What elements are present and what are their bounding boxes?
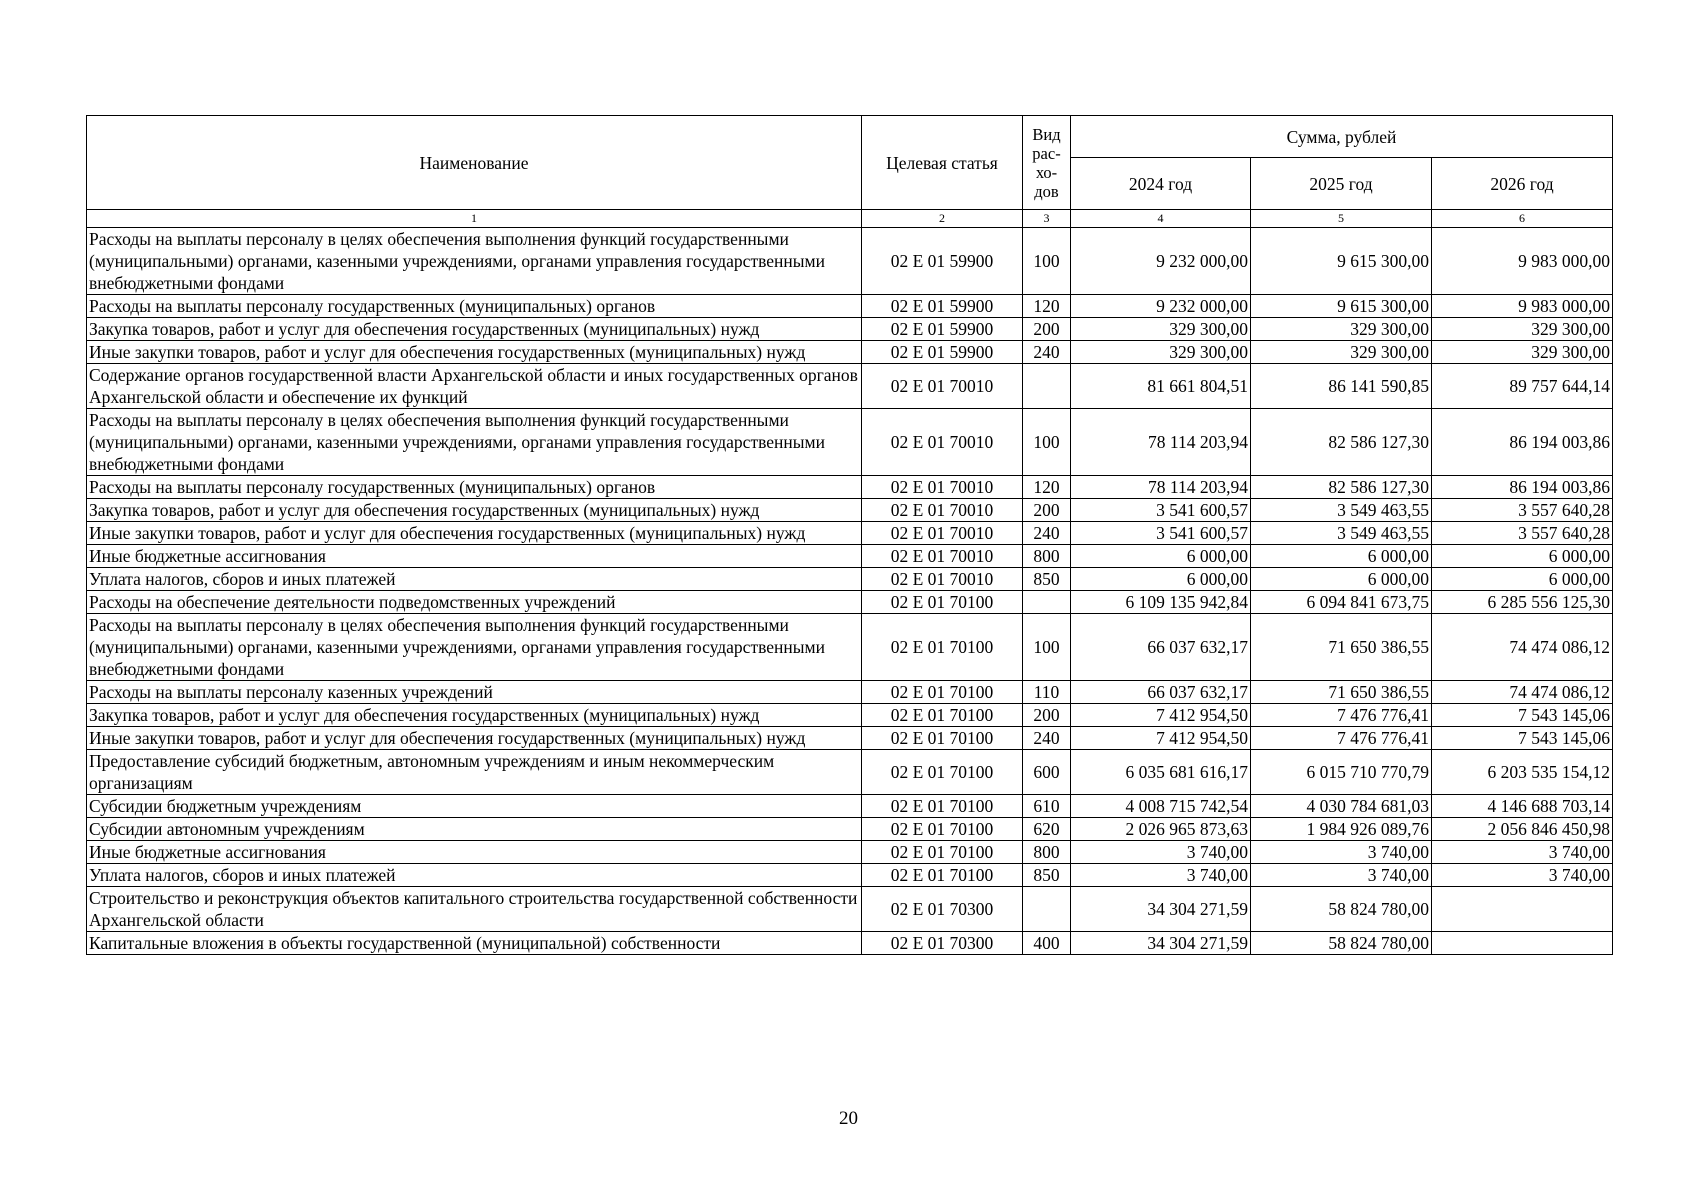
row-target-article: 02 Е 01 59900	[862, 295, 1023, 318]
row-amount-2025: 9 615 300,00	[1251, 228, 1432, 295]
row-amount-2024: 34 304 271,59	[1071, 887, 1251, 932]
row-name: Расходы на выплаты персоналу государственных (муниципальных) органов	[87, 295, 862, 318]
row-amount-2026: 74 474 086,12	[1432, 614, 1613, 681]
row-expense-type: 100	[1023, 228, 1071, 295]
row-amount-2024: 3 541 600,57	[1071, 522, 1251, 545]
header-year-2025: 2025 год	[1251, 158, 1432, 210]
row-expense-type	[1023, 591, 1071, 614]
row-amount-2026: 6 000,00	[1432, 545, 1613, 568]
row-amount-2025: 1 984 926 089,76	[1251, 818, 1432, 841]
table-row	[87, 341, 1613, 364]
row-target-article: 02 Е 01 70010	[862, 499, 1023, 522]
row-amount-2025: 3 740,00	[1251, 864, 1432, 887]
row-amount-2026	[1432, 932, 1613, 955]
budget-table	[86, 115, 1613, 955]
row-amount-2024: 6 035 681 616,17	[1071, 750, 1251, 795]
header-target-article: Целевая статья	[862, 116, 1023, 210]
table-row	[87, 795, 1613, 818]
row-target-article: 02 Е 01 70010	[862, 522, 1023, 545]
row-expense-type: 850	[1023, 568, 1071, 591]
row-name: Расходы на выплаты персоналу казенных учреждений	[87, 681, 862, 704]
table-row	[87, 887, 1613, 932]
row-amount-2025: 6 000,00	[1251, 545, 1432, 568]
table-row	[87, 750, 1613, 795]
row-amount-2024: 4 008 715 742,54	[1071, 795, 1251, 818]
row-amount-2026: 7 543 145,06	[1432, 704, 1613, 727]
row-amount-2026: 3 740,00	[1432, 864, 1613, 887]
row-amount-2026: 2 056 846 450,98	[1432, 818, 1613, 841]
column-number: 1	[87, 210, 862, 228]
row-target-article: 02 Е 01 70010	[862, 568, 1023, 591]
row-amount-2024: 6 000,00	[1071, 545, 1251, 568]
row-amount-2026: 86 194 003,86	[1432, 476, 1613, 499]
row-amount-2026: 4 146 688 703,14	[1432, 795, 1613, 818]
row-amount-2024: 2 026 965 873,63	[1071, 818, 1251, 841]
row-name: Закупка товаров, работ и услуг для обеспечения государственных (муниципальных) нужд	[87, 499, 862, 522]
row-expense-type: 240	[1023, 727, 1071, 750]
table-row	[87, 318, 1613, 341]
row-target-article: 02 Е 01 70100	[862, 614, 1023, 681]
row-name: Расходы на выплаты персоналу в целях обеспечения выполнения функций государственными (муниципальными) органами, казенными учреждениями, органами управления государственными внебюджетными фондами	[87, 228, 862, 295]
row-amount-2026: 9 983 000,00	[1432, 228, 1613, 295]
row-target-article: 02 Е 01 70100	[862, 750, 1023, 795]
row-name: Капитальные вложения в объекты государственной (муниципальной) собственности	[87, 932, 862, 955]
row-amount-2025: 82 586 127,30	[1251, 476, 1432, 499]
table-row	[87, 568, 1613, 591]
column-number: 5	[1251, 210, 1432, 228]
row-expense-type: 610	[1023, 795, 1071, 818]
row-amount-2025: 6 015 710 770,79	[1251, 750, 1432, 795]
row-amount-2025: 7 476 776,41	[1251, 704, 1432, 727]
table-row	[87, 522, 1613, 545]
row-target-article: 02 Е 01 70100	[862, 818, 1023, 841]
row-amount-2024: 3 740,00	[1071, 841, 1251, 864]
row-target-article: 02 Е 01 70010	[862, 476, 1023, 499]
row-amount-2024: 3 740,00	[1071, 864, 1251, 887]
row-amount-2025: 9 615 300,00	[1251, 295, 1432, 318]
row-target-article: 02 Е 01 70300	[862, 932, 1023, 955]
row-target-article: 02 Е 01 70010	[862, 364, 1023, 409]
row-name: Содержание органов государственной власти Архангельской области и иных государственных органов Архангельской области и обеспечение их функций	[87, 364, 862, 409]
row-expense-type: 110	[1023, 681, 1071, 704]
row-expense-type: 600	[1023, 750, 1071, 795]
row-expense-type: 200	[1023, 499, 1071, 522]
table-row	[87, 228, 1613, 295]
row-expense-type: 800	[1023, 841, 1071, 864]
row-name: Иные закупки товаров, работ и услуг для обеспечения государственных (муниципальных) нужд	[87, 522, 862, 545]
row-name: Субсидии автономным учреждениям	[87, 818, 862, 841]
row-name: Расходы на выплаты персоналу в целях обеспечения выполнения функций государственными (муниципальными) органами, казенными учреждениями, органами управления государственными внебюджетными фондами	[87, 614, 862, 681]
row-amount-2026: 89 757 644,14	[1432, 364, 1613, 409]
page-number: 20	[839, 1108, 858, 1129]
row-name: Иные бюджетные ассигнования	[87, 545, 862, 568]
row-target-article: 02 Е 01 70010	[862, 545, 1023, 568]
row-target-article: 02 Е 01 70100	[862, 864, 1023, 887]
row-expense-type	[1023, 364, 1071, 409]
row-amount-2026: 3 740,00	[1432, 841, 1613, 864]
row-amount-2026: 86 194 003,86	[1432, 409, 1613, 476]
row-amount-2024: 34 304 271,59	[1071, 932, 1251, 955]
row-amount-2024: 66 037 632,17	[1071, 681, 1251, 704]
column-number: 4	[1071, 210, 1251, 228]
row-amount-2025: 71 650 386,55	[1251, 681, 1432, 704]
row-amount-2024: 6 000,00	[1071, 568, 1251, 591]
table-row	[87, 364, 1613, 409]
table-row	[87, 499, 1613, 522]
table-row	[87, 476, 1613, 499]
table-row	[87, 545, 1613, 568]
row-name: Субсидии бюджетным учреждениям	[87, 795, 862, 818]
row-name: Предоставление субсидий бюджетным, автономным учреждениям и иным некоммерческим организациям	[87, 750, 862, 795]
row-amount-2026	[1432, 887, 1613, 932]
row-amount-2025: 86 141 590,85	[1251, 364, 1432, 409]
row-expense-type: 100	[1023, 409, 1071, 476]
row-amount-2025: 6 094 841 673,75	[1251, 591, 1432, 614]
column-number: 3	[1023, 210, 1071, 228]
row-amount-2024: 329 300,00	[1071, 341, 1251, 364]
column-number: 2	[862, 210, 1023, 228]
row-name: Закупка товаров, работ и услуг для обеспечения государственных (муниципальных) нужд	[87, 704, 862, 727]
header-year-2024: 2024 год	[1071, 158, 1251, 210]
row-name: Расходы на выплаты персоналу в целях обеспечения выполнения функций государственными (муниципальными) органами, казенными учреждениями, органами управления государственными внебюджетными фондами	[87, 409, 862, 476]
row-expense-type: 200	[1023, 318, 1071, 341]
row-amount-2024: 81 661 804,51	[1071, 364, 1251, 409]
table-row	[87, 295, 1613, 318]
row-amount-2025: 71 650 386,55	[1251, 614, 1432, 681]
row-amount-2024: 9 232 000,00	[1071, 295, 1251, 318]
header-expense-type: Вид рас- хо- дов	[1023, 116, 1071, 210]
row-name: Строительство и реконструкция объектов капитального строительства государственной собственности Архангельской области	[87, 887, 862, 932]
row-amount-2026: 6 000,00	[1432, 568, 1613, 591]
row-amount-2025: 6 000,00	[1251, 568, 1432, 591]
row-amount-2026: 74 474 086,12	[1432, 681, 1613, 704]
row-amount-2025: 3 549 463,55	[1251, 499, 1432, 522]
row-amount-2026: 6 203 535 154,12	[1432, 750, 1613, 795]
row-amount-2025: 329 300,00	[1251, 341, 1432, 364]
table-row	[87, 704, 1613, 727]
row-amount-2024: 78 114 203,94	[1071, 409, 1251, 476]
row-amount-2026: 9 983 000,00	[1432, 295, 1613, 318]
row-name: Закупка товаров, работ и услуг для обеспечения государственных (муниципальных) нужд	[87, 318, 862, 341]
header-sum: Сумма, рублей	[1071, 116, 1613, 158]
row-amount-2024: 78 114 203,94	[1071, 476, 1251, 499]
budget-document	[86, 115, 1612, 955]
row-target-article: 02 Е 01 70100	[862, 704, 1023, 727]
row-expense-type: 620	[1023, 818, 1071, 841]
table-row	[87, 591, 1613, 614]
row-amount-2024: 7 412 954,50	[1071, 727, 1251, 750]
table-row	[87, 841, 1613, 864]
row-amount-2024: 66 037 632,17	[1071, 614, 1251, 681]
row-amount-2025: 329 300,00	[1251, 318, 1432, 341]
row-amount-2025: 7 476 776,41	[1251, 727, 1432, 750]
row-name: Уплата налогов, сборов и иных платежей	[87, 864, 862, 887]
row-amount-2025: 58 824 780,00	[1251, 887, 1432, 932]
row-target-article: 02 Е 01 70100	[862, 841, 1023, 864]
table-row	[87, 818, 1613, 841]
header-name: Наименование	[87, 116, 862, 210]
row-name: Расходы на выплаты персоналу государственных (муниципальных) органов	[87, 476, 862, 499]
row-amount-2025: 3 549 463,55	[1251, 522, 1432, 545]
row-target-article: 02 Е 01 59900	[862, 341, 1023, 364]
row-amount-2026: 329 300,00	[1432, 318, 1613, 341]
row-amount-2026: 7 543 145,06	[1432, 727, 1613, 750]
row-expense-type: 120	[1023, 295, 1071, 318]
header-year-2026: 2026 год	[1432, 158, 1613, 210]
row-expense-type: 120	[1023, 476, 1071, 499]
row-expense-type: 400	[1023, 932, 1071, 955]
row-expense-type	[1023, 887, 1071, 932]
row-name: Уплата налогов, сборов и иных платежей	[87, 568, 862, 591]
row-expense-type: 240	[1023, 341, 1071, 364]
row-expense-type: 100	[1023, 614, 1071, 681]
row-amount-2024: 329 300,00	[1071, 318, 1251, 341]
table-row	[87, 681, 1613, 704]
row-amount-2025: 4 030 784 681,03	[1251, 795, 1432, 818]
row-amount-2026: 3 557 640,28	[1432, 499, 1613, 522]
row-expense-type: 800	[1023, 545, 1071, 568]
row-target-article: 02 Е 01 70100	[862, 681, 1023, 704]
row-amount-2024: 6 109 135 942,84	[1071, 591, 1251, 614]
row-name: Иные закупки товаров, работ и услуг для обеспечения государственных (муниципальных) нужд	[87, 727, 862, 750]
row-amount-2026: 329 300,00	[1432, 341, 1613, 364]
row-amount-2024: 9 232 000,00	[1071, 228, 1251, 295]
row-amount-2025: 82 586 127,30	[1251, 409, 1432, 476]
row-amount-2025: 58 824 780,00	[1251, 932, 1432, 955]
table-row	[87, 932, 1613, 955]
column-numbers-row	[87, 210, 1613, 228]
row-expense-type: 200	[1023, 704, 1071, 727]
row-amount-2025: 3 740,00	[1251, 841, 1432, 864]
row-target-article: 02 Е 01 70100	[862, 727, 1023, 750]
row-expense-type: 850	[1023, 864, 1071, 887]
row-name: Иные бюджетные ассигнования	[87, 841, 862, 864]
row-target-article: 02 Е 01 70100	[862, 591, 1023, 614]
row-expense-type: 240	[1023, 522, 1071, 545]
row-name: Иные закупки товаров, работ и услуг для обеспечения государственных (муниципальных) нужд	[87, 341, 862, 364]
row-target-article: 02 Е 01 70010	[862, 409, 1023, 476]
row-amount-2026: 3 557 640,28	[1432, 522, 1613, 545]
table-row	[87, 409, 1613, 476]
row-target-article: 02 Е 01 70300	[862, 887, 1023, 932]
column-number: 6	[1432, 210, 1613, 228]
row-target-article: 02 Е 01 59900	[862, 228, 1023, 295]
row-amount-2026: 6 285 556 125,30	[1432, 591, 1613, 614]
row-amount-2024: 3 541 600,57	[1071, 499, 1251, 522]
table-row	[87, 614, 1613, 681]
table-row	[87, 727, 1613, 750]
table-row	[87, 864, 1613, 887]
row-target-article: 02 Е 01 59900	[862, 318, 1023, 341]
header-row	[87, 116, 1613, 158]
row-amount-2024: 7 412 954,50	[1071, 704, 1251, 727]
row-target-article: 02 Е 01 70100	[862, 795, 1023, 818]
row-name: Расходы на обеспечение деятельности подведомственных учреждений	[87, 591, 862, 614]
